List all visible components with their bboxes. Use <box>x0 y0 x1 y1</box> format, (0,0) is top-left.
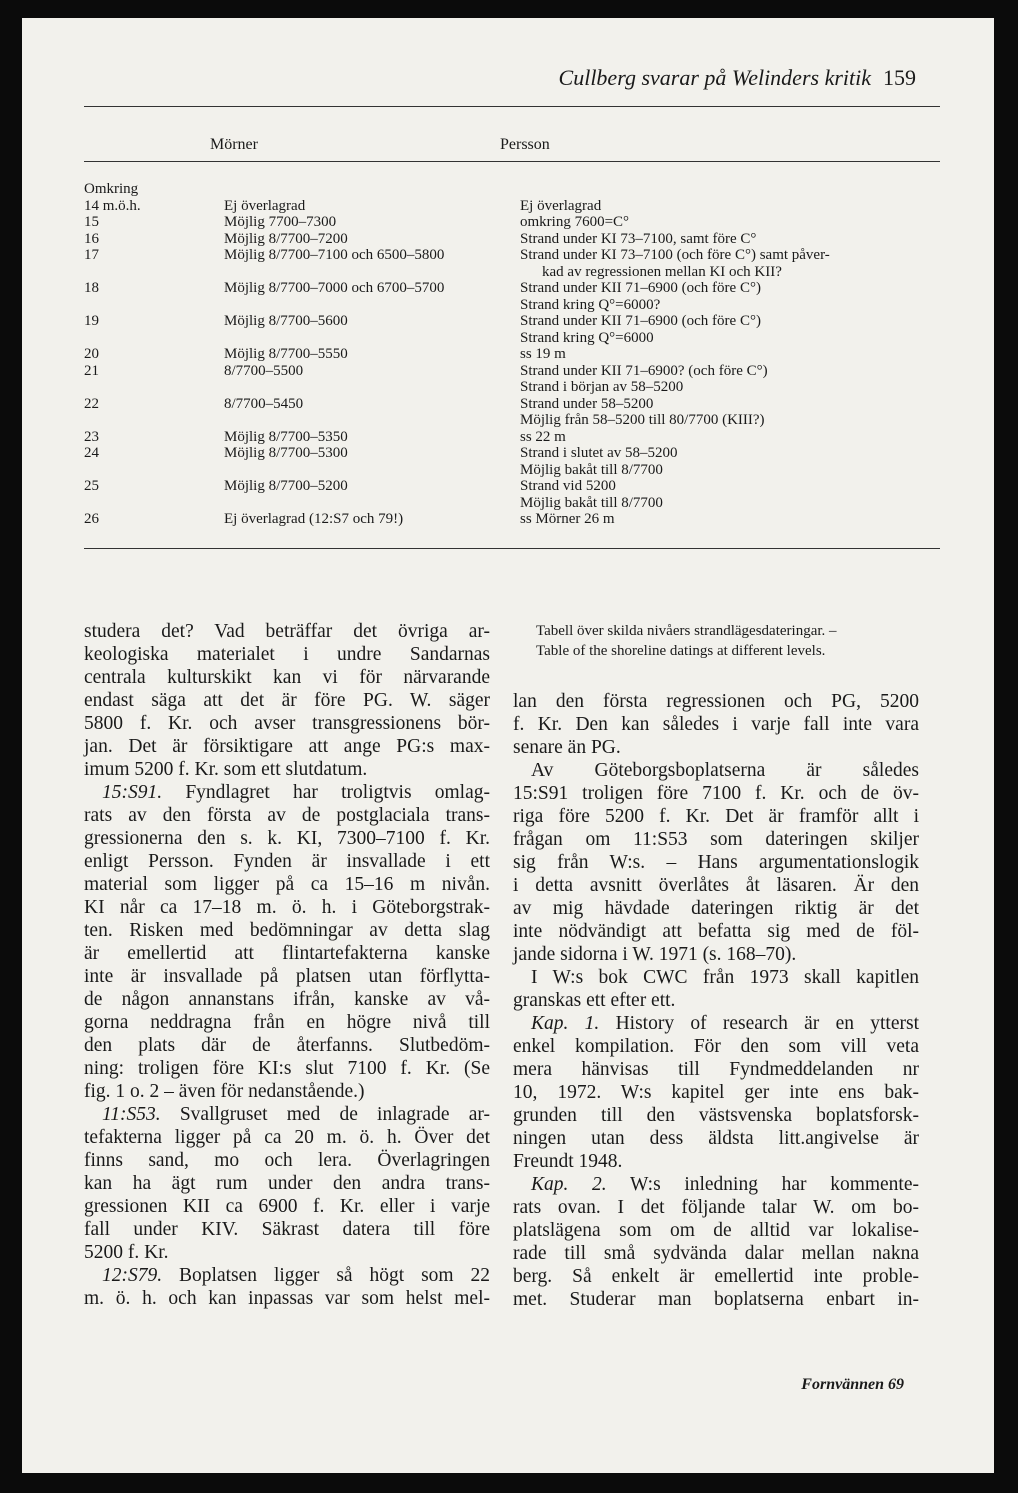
text-line: rade till små sydvända dalar mellan nakna <box>513 1243 919 1264</box>
text-line: gorna neddragna från en högre nivå till <box>84 1012 490 1033</box>
table-row <box>84 396 940 429</box>
morner-cell: Möjlig 8/7700–7100 och 6500–5800 <box>224 247 445 263</box>
right-text-column <box>513 690 919 1311</box>
level-cell: 25 <box>84 478 99 494</box>
morner-cell: Möjlig 8/7700–7000 och 6700–5700 <box>224 280 445 296</box>
table-header-rule <box>84 161 940 162</box>
table-row <box>84 247 940 280</box>
left-text-column <box>84 620 490 1310</box>
table-row <box>84 511 940 528</box>
text-line: Kap. 1. History of research är en ytterst <box>531 1013 919 1034</box>
text-line: f. Kr. Den kan således i varje fall inte vara <box>513 714 919 735</box>
persson-cell: Strand under KII 71–6900? (och före C°) <box>520 362 768 379</box>
text-line: met. Studerar man boplatserna enbart in- <box>513 1289 919 1310</box>
morner-cell: 8/7700–5500 <box>224 362 304 379</box>
level-cell: 14 m.ö.h. <box>84 197 141 214</box>
table-row <box>84 429 940 446</box>
page-number: 159 <box>883 65 916 90</box>
morner-cell: Möjlig 8/7700–5200 <box>224 478 348 494</box>
text-line: ten. Risken med bedömningar av detta slag <box>84 920 490 941</box>
text-line: finns sand, mo och lera. Överlagringen <box>84 1150 490 1171</box>
persson-cell: ss 19 m <box>520 346 566 362</box>
text-line: 15:S91 troligen före 7100 f. Kr. och de öv- <box>513 783 919 804</box>
morner-cell: Möjlig 8/7700–7200 <box>224 230 348 247</box>
table-row <box>84 363 940 396</box>
text-line: granskas ett efter ett. <box>513 990 676 1011</box>
level-cell: 21 <box>84 362 99 379</box>
text-line: jande sidorna i W. 1971 (s. 168–70). <box>513 944 797 965</box>
text-line: 12:S79. Boplatsen ligger så högt som 22 <box>102 1265 490 1286</box>
table-caption <box>536 621 946 661</box>
text-line: enkel kompilation. För den som vill veta <box>513 1036 919 1057</box>
persson-cell: Möjlig bakåt till 8/7700 <box>520 461 663 478</box>
text-line: sig från W:s. – Hans argumentationslogik <box>513 852 919 873</box>
persson-cell: Möjlig bakåt till 8/7700 <box>520 494 663 511</box>
persson-cell: ss 22 m <box>520 428 566 445</box>
level-cell: 15 <box>84 214 99 230</box>
text-line: ning: troligen före KI:s slut 7100 f. Kr. (Se <box>84 1058 490 1079</box>
persson-cell: ss Mörner 26 m <box>520 511 615 527</box>
text-line: är emellertid att flintartefakterna kanske <box>84 943 490 964</box>
level-cell: 19 <box>84 313 99 329</box>
morner-cell: Möjlig 7700–7300 <box>224 214 337 230</box>
persson-cell: Strand under KI 73–7100, samt före C° <box>520 230 757 247</box>
shoreline-table <box>84 181 940 528</box>
text-line: KI når ca 17–18 m. ö. h. i Göteborgstrak- <box>84 897 490 918</box>
text-line: kan ha ägt rum under den andra trans- <box>84 1173 490 1194</box>
text-line: centrala kulturskikt kan vi för närvarande <box>84 667 490 688</box>
level-cell: 22 <box>84 395 99 412</box>
table-top-rule <box>84 106 940 107</box>
table-row <box>84 198 940 215</box>
text-line: platslägena som om de alltid var lokalise- <box>513 1220 919 1241</box>
text-line: 10, 1972. W:s kapitel ger inte ens bak- <box>513 1082 919 1103</box>
level-cell: 16 <box>84 230 99 247</box>
table-row <box>84 280 940 313</box>
running-title: Cullberg svarar på Welinders kritik <box>558 65 871 90</box>
text-line: ningen utan dess äldsta litt.angivelse är <box>513 1128 919 1149</box>
caption-english: Table of the shoreline datings at different levels. <box>536 643 826 659</box>
text-line: imum 5200 f. Kr. som ett slutdatum. <box>84 759 368 780</box>
persson-cell: Ej överlagrad <box>520 197 602 214</box>
text-line: gressionerna den s. k. KI, 7300–7100 f. Kr. <box>84 828 490 849</box>
text-line: m. ö. h. och kan inpassas var som helst mel- <box>84 1288 490 1309</box>
text-line: fall under KIV. Säkrast datera till före <box>84 1219 490 1240</box>
text-line: keologiska materialet i undre Sandarnas <box>84 644 490 665</box>
text-line: endast säga att det är före PG. W. säger <box>84 690 490 711</box>
persson-cell: omkring 7600=C° <box>520 214 630 230</box>
text-line: material som ligger på ca 15–16 m nivån. <box>84 874 490 895</box>
morner-cell: Ej överlagrad (12:S7 och 79!) <box>224 511 404 527</box>
text-line: tefakterna ligger på ca 20 m. ö. h. Över det <box>84 1127 490 1148</box>
text-line: frågan om 11:S53 som dateringen skiljer <box>513 829 919 850</box>
persson-cell: Strand i slutet av 58–5200 <box>520 445 678 461</box>
text-line: riga före 5200 f. Kr. Det är framför allt i <box>513 806 919 827</box>
column-header-persson: Persson <box>500 136 550 153</box>
morner-cell: 8/7700–5450 <box>224 395 304 412</box>
running-header <box>559 65 916 91</box>
text-line: inte är insvallade på platsen utan förflytta- <box>84 966 490 987</box>
text-line: inte nödvändigt att befatta sig med de föl- <box>513 921 919 942</box>
text-line: mera hänvisas till Fyndmeddelanden nr <box>513 1059 919 1080</box>
persson-cell: Strand under KI 73–7100 (och före C°) samt påver- <box>520 247 830 263</box>
level-cell: 23 <box>84 428 99 445</box>
text-line: i detta avsnitt överlåtes åt läsaren. Är den <box>513 875 919 896</box>
text-line: rats ovan. I det följande talar W. om bo- <box>513 1197 919 1218</box>
table-row <box>84 445 940 478</box>
persson-cell: Strand kring Q°=6000 <box>520 329 654 346</box>
text-line: I W:s bok CWC från 1973 skall kapitlen <box>531 967 919 988</box>
persson-cell: Strand under KII 71–6900 (och före C°) <box>520 313 761 329</box>
text-line: 15:S91. Fyndlagret har troligtvis omlag- <box>102 782 490 803</box>
journal-footer: Fornvännen 69 <box>801 1376 904 1393</box>
level-cell: 20 <box>84 346 99 362</box>
level-cell: 26 <box>84 511 99 527</box>
table-row <box>84 214 940 231</box>
text-line: rats av den första av de postglaciala trans- <box>84 805 490 826</box>
morner-cell: Möjlig 8/7700–5350 <box>224 428 348 445</box>
text-line: gressionen KII ca 6900 f. Kr. eller i varje <box>84 1196 490 1217</box>
persson-cell: Strand under KII 71–6900 (och före C°) <box>520 280 761 296</box>
text-line: fig. 1 o. 2 – även för nedanstående.) <box>84 1081 365 1102</box>
text-line: berg. Så enkelt är emellertid inte proble- <box>513 1266 919 1287</box>
column-header-morner: Mörner <box>210 136 258 153</box>
level-cell: 18 <box>84 280 99 296</box>
table-row <box>84 313 940 346</box>
text-line: lan den första regressionen och PG, 5200 <box>513 691 919 712</box>
text-line: senare än PG. <box>513 737 621 758</box>
text-line: enligt Persson. Fynden är insvallade i ett <box>84 851 490 872</box>
text-line: 5800 f. Kr. och avser transgressionens bör- <box>84 713 490 734</box>
table-bottom-rule <box>84 548 940 549</box>
text-line: Av Göteborgsboplatserna är således <box>531 760 919 781</box>
text-line: av mig hävdade dateringen riktig är det <box>513 898 919 919</box>
morner-cell: Möjlig 8/7700–5600 <box>224 313 348 329</box>
caption-swedish: Tabell över skilda nivåers strandlägesdateringar. – <box>536 623 837 639</box>
morner-cell: Möjlig 8/7700–5300 <box>224 445 348 461</box>
text-line: studera det? Vad beträffar det övriga ar- <box>84 621 490 642</box>
text-line: jan. Det är försiktigare att ange PG:s max- <box>84 736 490 757</box>
text-line: Kap. 2. W:s inledning har kommente- <box>531 1174 919 1195</box>
text-line: 11:S53. Svallgruset med de inlagrade ar- <box>102 1104 490 1125</box>
level-cell: 17 <box>84 247 99 263</box>
omkring-label: Omkring <box>84 181 139 197</box>
persson-cell: Möjlig från 58–5200 till 80/7700 (KIII?) <box>520 412 765 428</box>
persson-cell: kad av regressionen mellan KI och KII? <box>542 263 782 280</box>
table-row <box>84 346 940 363</box>
text-line: de någon annanstans ifrån, kanske av vå- <box>84 989 490 1010</box>
page <box>22 18 994 1473</box>
persson-cell: Strand kring Q°=6000? <box>520 296 661 313</box>
persson-cell: Strand i början av 58–5200 <box>520 379 684 395</box>
text-line: den plats där de återfanns. Slutbedöm- <box>84 1035 490 1056</box>
persson-cell: Strand under 58–5200 <box>520 395 654 412</box>
table-row <box>84 231 940 248</box>
persson-cell: Strand vid 5200 <box>520 478 616 494</box>
text-line: grunden till den västsvenska boplatsforsk- <box>513 1105 919 1126</box>
text-line: Freundt 1948. <box>513 1151 623 1172</box>
morner-cell: Möjlig 8/7700–5550 <box>224 346 348 362</box>
text-line: 5200 f. Kr. <box>84 1242 169 1263</box>
table-row <box>84 478 940 511</box>
morner-cell: Ej överlagrad <box>224 197 306 214</box>
level-cell: 24 <box>84 445 99 461</box>
